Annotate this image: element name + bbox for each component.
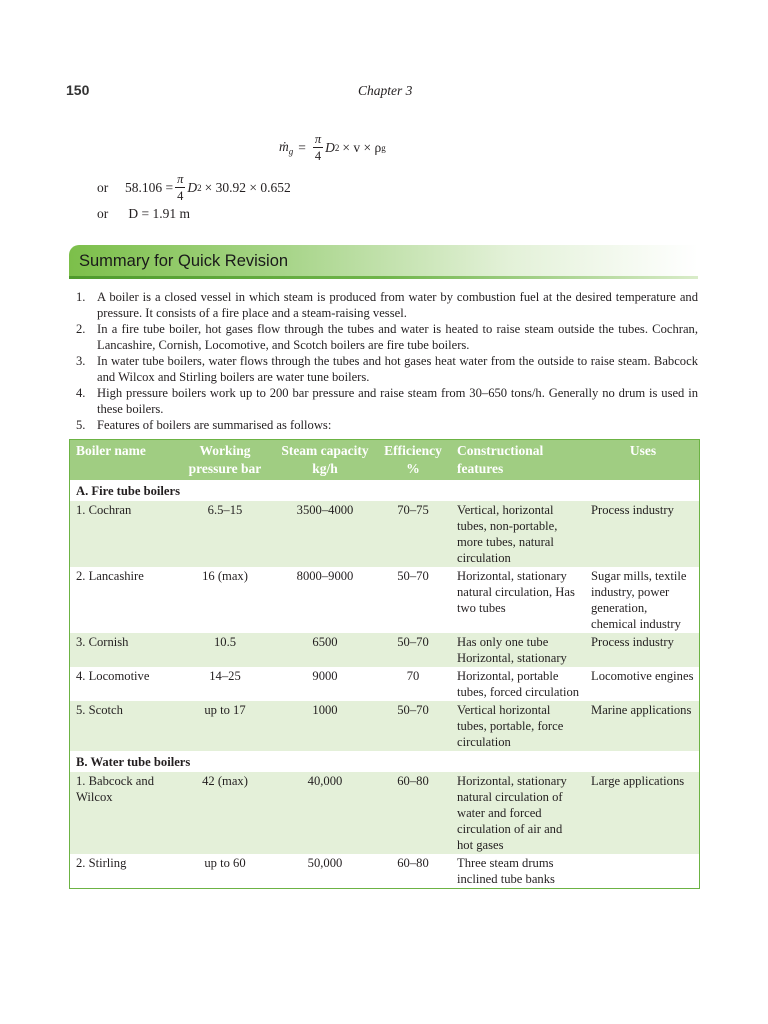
cell-pressure: 10.5 bbox=[173, 633, 275, 667]
cell-capacity: 40,000 bbox=[275, 772, 373, 854]
section-fire-tube: A. Fire tube boilers bbox=[76, 484, 181, 498]
cell-efficiency: 70–75 bbox=[373, 501, 451, 567]
cell-features: Vertical horizontal tubes, portable, force circulation bbox=[451, 701, 585, 751]
cell-pressure: 14–25 bbox=[209, 669, 241, 683]
cell-capacity: 50,000 bbox=[307, 856, 343, 870]
header-boiler-name: Boiler name bbox=[70, 440, 173, 480]
header-constructional-features: Constructional features bbox=[451, 440, 585, 480]
eq2-fraction: $\frac{\pi}{4}$ bbox=[177, 172, 184, 203]
cell-features: Has only one tube Horizontal, stationary bbox=[451, 633, 585, 667]
cell-name: 1. Cochran bbox=[70, 501, 173, 567]
cell-name: 2. Stirling bbox=[76, 856, 127, 870]
header-working-pressure: Working pressure bar bbox=[173, 440, 275, 480]
page-number: 150 bbox=[66, 82, 90, 98]
cell-uses: Process industry bbox=[585, 633, 699, 667]
summary-point: 5. Features of boilers are summarised as follows: bbox=[76, 418, 332, 432]
cell-efficiency: 60–80 bbox=[397, 856, 429, 870]
cell-pressure: 6.5–15 bbox=[173, 501, 275, 567]
cell-features: Horizontal, portable tubes, forced circulation bbox=[457, 669, 580, 699]
table-row bbox=[70, 567, 699, 633]
table-row bbox=[70, 501, 699, 567]
section-row bbox=[70, 751, 699, 772]
cell-name: 1. Babcock and Wilcox bbox=[70, 772, 173, 854]
cell-capacity: 9000 bbox=[312, 669, 338, 683]
eq1-lhs: ṁ$_g$ bbox=[279, 138, 294, 157]
cell-efficiency: 60–80 bbox=[373, 772, 451, 854]
section-row bbox=[70, 480, 699, 501]
cell-capacity: 8000–9000 bbox=[296, 569, 354, 583]
cell-uses: Marine applications bbox=[585, 701, 699, 751]
section-water-tube: B. Water tube boilers bbox=[76, 755, 191, 769]
summary-point: 3. In water tube boilers, water flows through the tubes and hot gases heat water from the outside to raise steam. Babcock and Wilcox and Stirling boilers are water tune boilers. bbox=[76, 354, 698, 384]
cell-name: 3. Cornish bbox=[70, 633, 173, 667]
summary-point: 2. In a fire tube boiler, hot gases flow through the tubes and water is heated to raise steam outside the tubes. Cochran, Lancashire, Cornish, Locomotive, and Scotch boilers are fire tube boilers. bbox=[76, 322, 698, 352]
cell-uses: Large applications bbox=[585, 772, 699, 854]
table-header-row bbox=[70, 440, 699, 480]
table-row bbox=[70, 701, 699, 751]
cell-pressure: 16 (max) bbox=[202, 569, 248, 583]
cell-uses bbox=[585, 854, 699, 888]
cell-features: Three steam drums inclined tube banks bbox=[457, 856, 555, 886]
table-row bbox=[70, 633, 699, 667]
summary-points-list bbox=[76, 289, 698, 433]
cell-pressure: up to 60 bbox=[204, 856, 246, 870]
cell-name: 2. Lancashire bbox=[76, 569, 144, 583]
header-steam-capacity: Steam capacity kg/h bbox=[275, 440, 373, 480]
header-efficiency: Efficiency % bbox=[373, 440, 451, 480]
cell-capacity: 6500 bbox=[275, 633, 373, 667]
cell-pressure: up to 17 bbox=[173, 701, 275, 751]
table-row bbox=[70, 854, 699, 888]
equation-mass-flow: ṁ$_g$ = $\frac{\pi}{4}$ D 2 × v × ρ g bbox=[279, 132, 386, 163]
cell-uses: Process industry bbox=[585, 501, 699, 567]
table-row bbox=[70, 667, 699, 701]
cell-efficiency: 50–70 bbox=[373, 701, 451, 751]
cell-efficiency: 50–70 bbox=[373, 633, 451, 667]
cell-uses: Locomotive engines bbox=[591, 669, 694, 683]
cell-pressure: 42 (max) bbox=[173, 772, 275, 854]
cell-efficiency: 70 bbox=[406, 669, 420, 683]
eq1-fraction: $\frac{\pi}{4}$ bbox=[314, 132, 322, 163]
summary-banner bbox=[69, 245, 698, 279]
chapter-heading: Chapter 3 bbox=[358, 83, 413, 98]
cell-features: Horizontal, stationary natural circulation, Has two tubes bbox=[457, 569, 575, 615]
cell-name: 5. Scotch bbox=[70, 701, 173, 751]
cell-features: Vertical, horizontal tubes, non-portable, more tubes, natural circulation bbox=[451, 501, 585, 567]
summary-title: Summary for Quick Revision bbox=[79, 252, 289, 270]
summary-point: 4. High pressure boilers work up to 200 bar pressure and raise steam from 30–650 tons/h. Generally no drum is used in these boilers. bbox=[76, 386, 698, 416]
equation-substitution: or 58.106 = $\frac{\pi}{4}$ D 2 × 30.92 × 0.652 bbox=[97, 172, 291, 203]
cell-efficiency: 50–70 bbox=[397, 569, 429, 583]
cell-features: Horizontal, stationary natural circulation of water and forced circulation of air and hot gases bbox=[451, 772, 585, 854]
cell-uses: Sugar mills, textile industry, power generation, chemical industry bbox=[591, 569, 687, 631]
cell-capacity: 3500–4000 bbox=[275, 501, 373, 567]
table-row bbox=[70, 772, 699, 854]
cell-capacity: 1000 bbox=[275, 701, 373, 751]
equation-result: or D = 1.91 m bbox=[97, 206, 190, 221]
boiler-features-table bbox=[69, 439, 700, 889]
summary-point: 1. A boiler is a closed vessel in which steam is produced from water by combustion fuel at the desired temperature and pressure. It consists of a fire place and a steam-raising vessel. bbox=[76, 290, 698, 320]
header-uses: Uses bbox=[585, 440, 699, 480]
cell-name: 4. Locomotive bbox=[76, 669, 150, 683]
